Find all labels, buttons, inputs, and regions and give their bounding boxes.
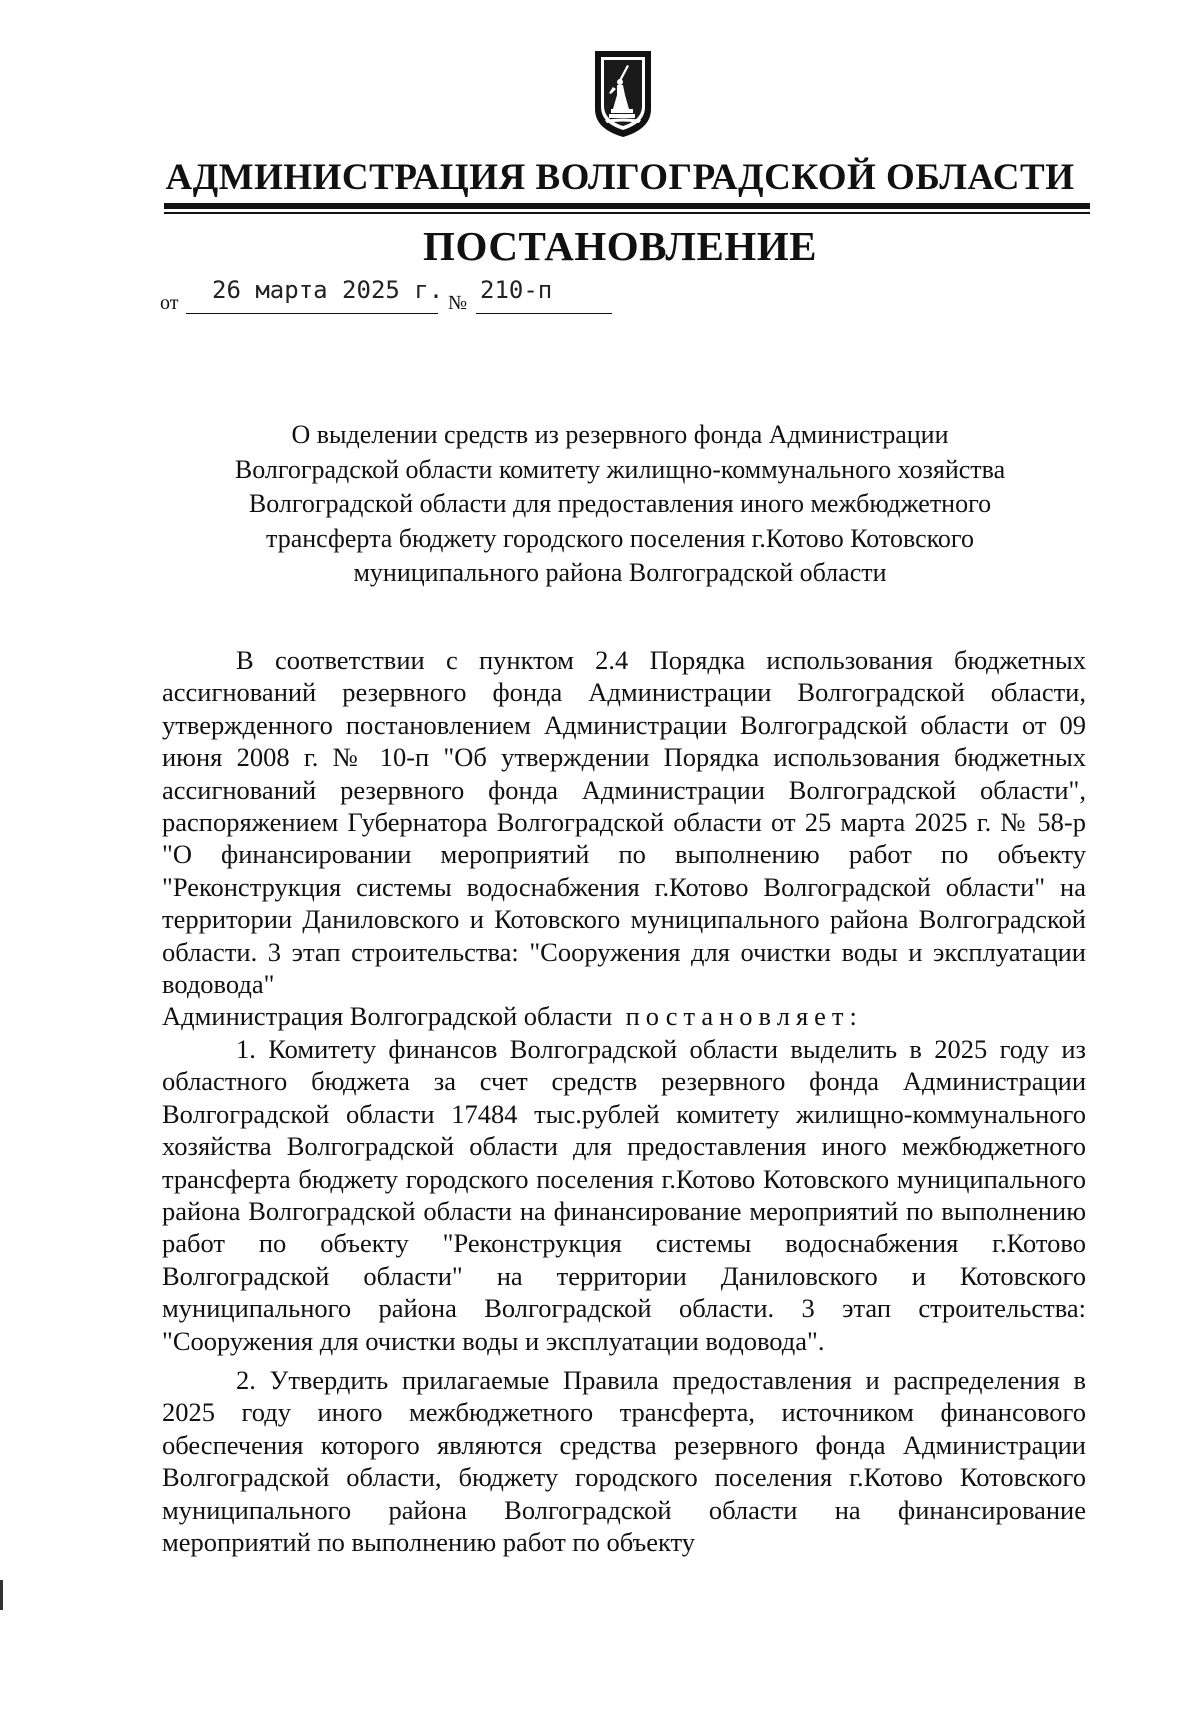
date-prefix: от [160,292,179,314]
document-title [160,418,1080,591]
enacting-subject: Администрация Волгоградской области [162,1001,613,1032]
title-line: Волгоградской области комитету жилищно-коммунального хозяйства [234,454,1006,484]
date-underline [186,313,438,314]
document-body [162,644,1086,1558]
document-date: 26 марта 2025 г. [212,276,444,304]
title-line: Волгоградской области для предоставления иного межбюджетного [248,489,992,518]
document-number: 210-п [480,276,553,304]
number-underline [476,313,612,314]
header-rule-thick [164,203,1090,209]
title-line: О выделении средств из резервного фонда Администрации [291,420,949,449]
item-2-paragraph: 2. Утвердить прилагаемые Правила предоставления и распределения в 2025 году иного межбюджетного трансферта, источником финансового обеспечения которого являются средства резервного фонда Администрации Волгоградской области, бюджету городского поселения г.Котово Котовского муниципального района Волгоградской области на финансирование мероприятий по выполнению работ по объекту [162,1364,1086,1557]
preamble-paragraph [162,644,1086,1033]
item-1-paragraph: 1. Комитету финансов Волгоградской области выделить в 2025 году из областного бюджета за счет средств резервного фонда Администрации Волгоградской области 17484 тыс.рублей комитету жилищно-коммунального хозяйства Волгоградской области для предоставления иного межбюджетного трансферта бюджету городского поселения г.Котово Котовского муниципального района Волгоградской области на финансирование мероприятий по выполнению работ по объекту "Реконструкция системы водоснабжения г.Котово Волгоградской области" на территории Даниловского и Котовского муниципального района Волгоградской области. 3 этап строительства: "Сооружения для очистки воды и эксплуатации водовода". [162,1033,1086,1356]
document-type-heading: ПОСТАНОВЛЕНИЕ [423,223,817,269]
title-line: трансферта бюджету городского поселения г.Котово Котовского [266,523,974,553]
preamble-text: В соответствии с пунктом 2.4 Порядка использования бюджетных ассигнований резервного фонда Администрации Волгоградской области, утвержденного постановлением Администрации Волгоградской области от 09 июня 2008 г. № 10-п "Об утверждении Порядка использования бюджетных ассигнований резервного фонда Администрации Волгоградской области", распоряжением Губернатора Волгоградской области от 25 марта 2025 г. № 58-р "О финансировании мероприятий по выполнению работ по объекту "Реконструкция системы водоснабжения г.Котово Волгоградской области" на территории Даниловского и Котовского муниципального района Волгоградской области. 3 этап строительства: "Сооружения для очистки воды и эксплуатации водовода" [162,645,1086,1000]
coat-of-arms-icon [591,47,655,139]
header-rule-thin [164,212,1090,214]
organization-name: АДМИНИСТРАЦИЯ ВОЛГОГРАДСКОЙ ОБЛАСТИ [165,157,1075,198]
number-prefix: № [448,292,468,314]
title-line: муниципального района Волгоградской области [353,558,887,587]
enacting-verb: постановляет: [625,1001,863,1032]
scan-edge-mark [0,1580,3,1610]
